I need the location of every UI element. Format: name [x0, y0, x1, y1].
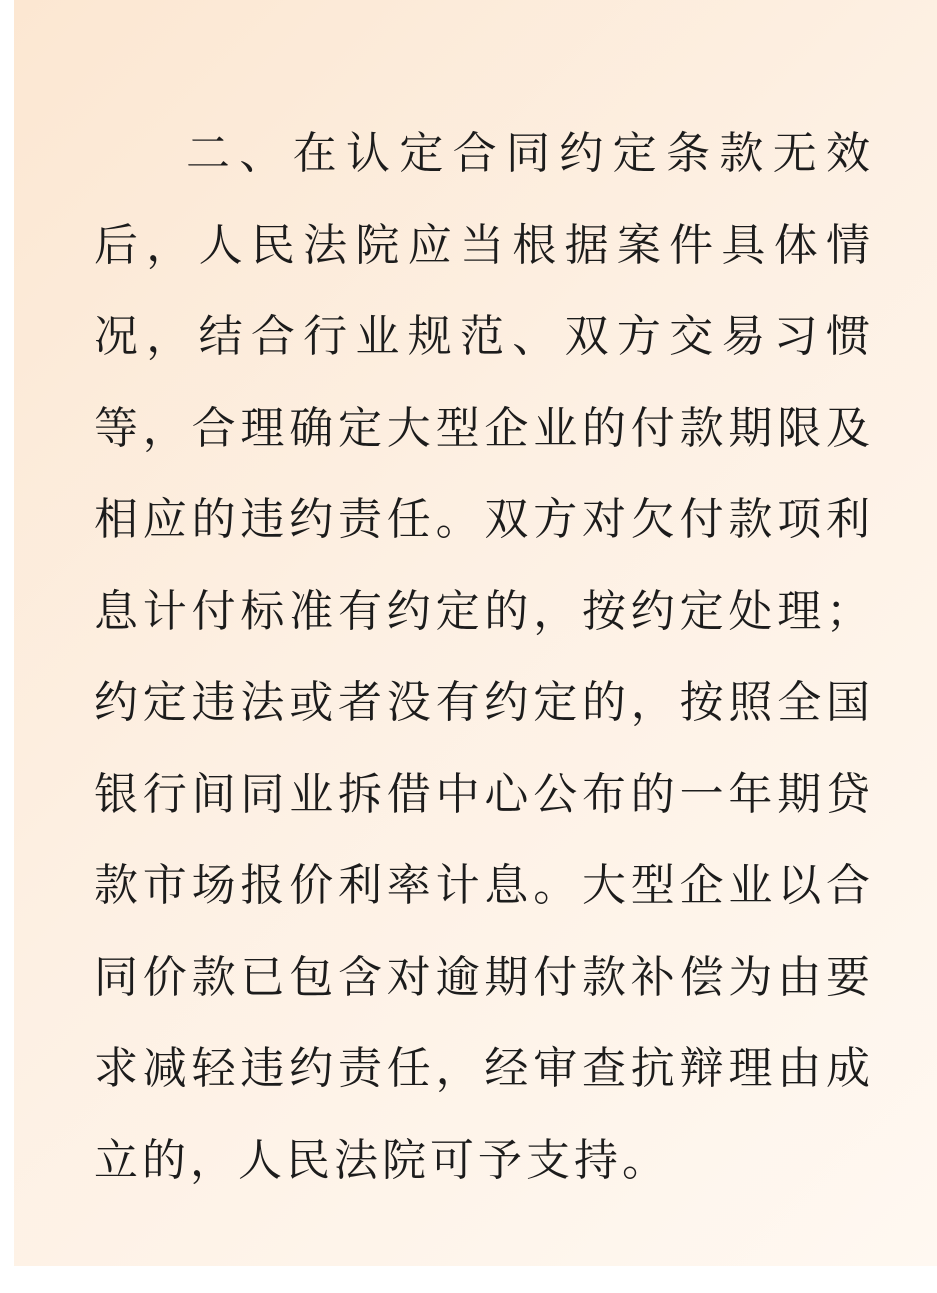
legal-paragraph: 二、在认定合同约定条款无效后，人民法院应当根据案件具体情况，结合行业规范、双方交易习惯等，合理确定大型企业的付款期限及相应的违约责任。双方对欠付款项利息计付标准有约定的，按约定处理；约定违法或者没有约定的，按照全国银行间同业拆借中心公布的一年期贷款市场报价利率计息。大型企业以合同价款已包含对逾期付款补偿为由要求减轻违约责任，经审查抗辩理由成立的，人民法院可予支持。	[94, 128, 874, 1186]
document-card	[14, 0, 937, 1266]
